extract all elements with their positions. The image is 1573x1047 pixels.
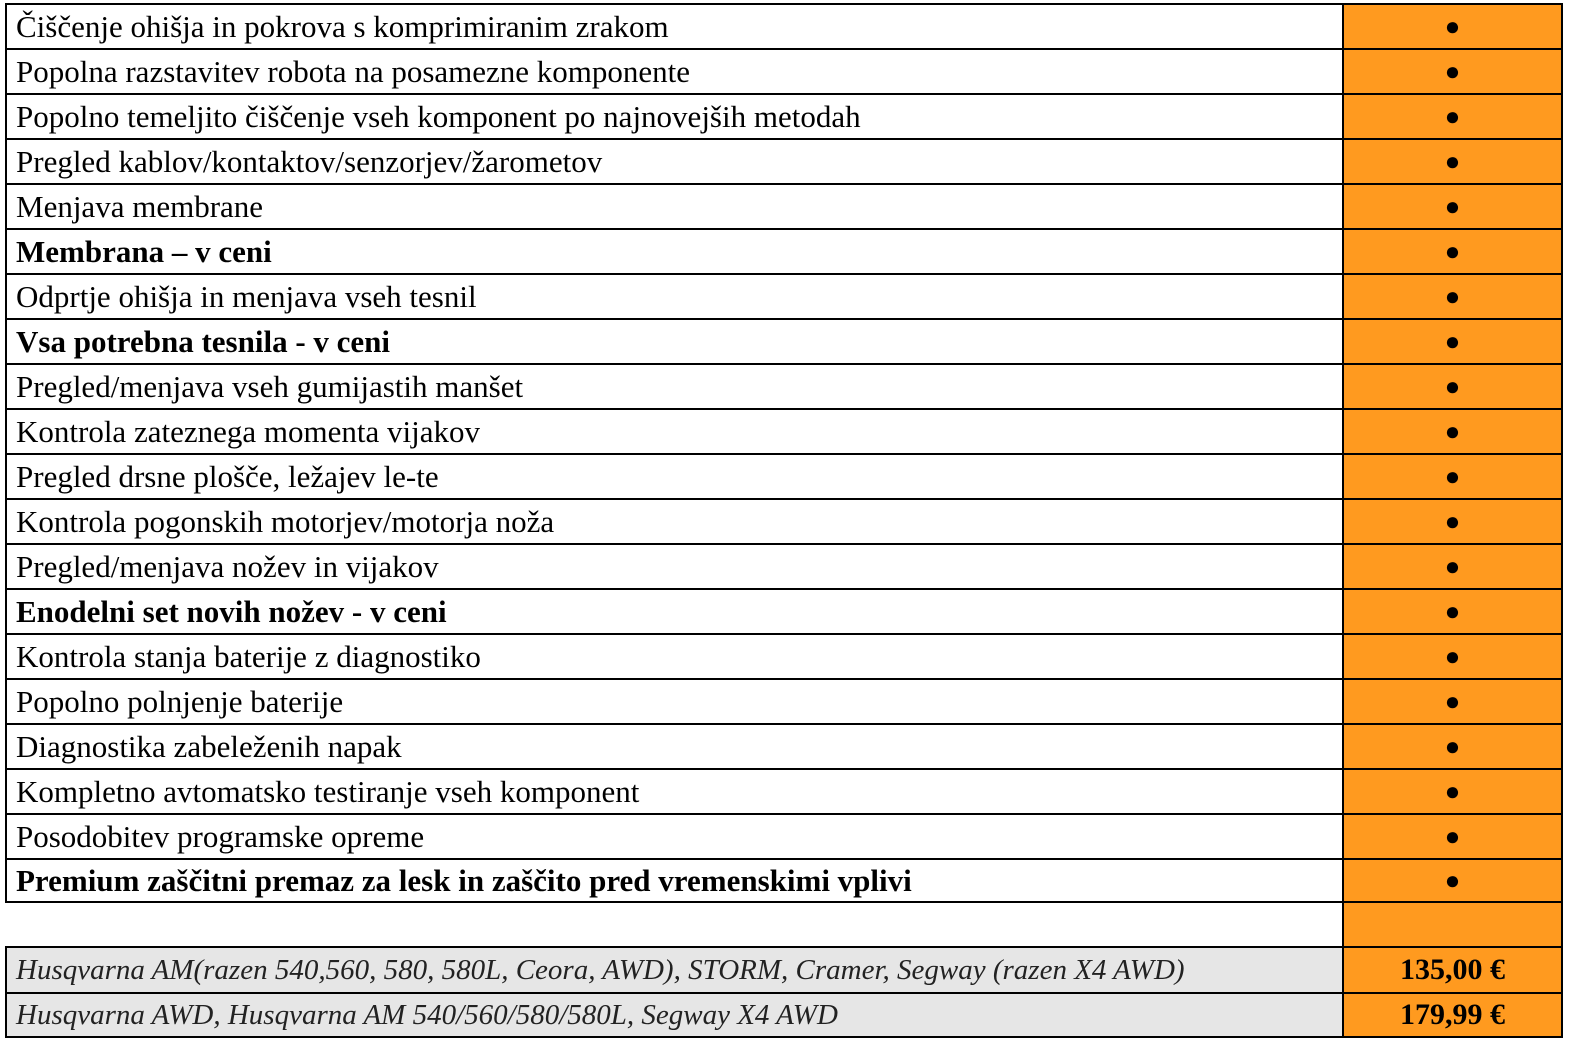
included-bullet-icon: ● [1342,183,1563,228]
service-row [5,543,1563,588]
service-row [5,768,1563,813]
price-value: 179,99 € [1342,992,1563,1038]
service-label: Popolno polnjenje baterije [5,678,1342,723]
service-row [5,183,1563,228]
service-row [5,858,1563,903]
service-row [5,48,1563,93]
included-bullet-icon: ● [1342,858,1563,903]
service-row [5,678,1563,723]
service-row [5,138,1563,183]
included-bullet-icon: ● [1342,678,1563,723]
service-label: Pregled/menjava nožev in vijakov [5,543,1342,588]
service-row [5,363,1563,408]
service-list [5,3,1563,903]
service-label: Pregled kablov/kontaktov/senzorjev/žarometov [5,138,1342,183]
service-row [5,3,1563,48]
service-row [5,588,1563,633]
service-label: Vsa potrebna tesnila - v ceni [5,318,1342,363]
spacer-row [5,903,1563,946]
service-label: Membrana – v ceni [5,228,1342,273]
included-bullet-icon: ● [1342,768,1563,813]
included-bullet-icon: ● [1342,408,1563,453]
service-price-table [5,3,1563,1038]
service-label: Popolno temeljito čiščenje vseh komponent po najnovejših metodah [5,93,1342,138]
included-bullet-icon: ● [1342,318,1563,363]
service-row [5,93,1563,138]
service-label: Kontrola stanja baterije z diagnostiko [5,633,1342,678]
included-bullet-icon: ● [1342,813,1563,858]
price-models-label: Husqvarna AWD, Husqvarna AM 540/560/580/580L, Segway X4 AWD [5,992,1342,1038]
service-row [5,408,1563,453]
service-label: Kontrola zateznega momenta vijakov [5,408,1342,453]
service-label: Diagnostika zabeleženih napak [5,723,1342,768]
included-bullet-icon: ● [1342,228,1563,273]
service-label: Enodelni set novih nožev - v ceni [5,588,1342,633]
included-bullet-icon: ● [1342,453,1563,498]
service-row [5,453,1563,498]
service-row [5,498,1563,543]
service-label: Kompletno avtomatsko testiranje vseh komponent [5,768,1342,813]
spacer-mark-cell [1342,903,1563,946]
price-row [5,946,1563,992]
service-label: Pregled drsne plošče, ležajev le-te [5,453,1342,498]
service-row [5,318,1563,363]
included-bullet-icon: ● [1342,723,1563,768]
spacer-label-cell [5,903,1342,946]
included-bullet-icon: ● [1342,543,1563,588]
included-bullet-icon: ● [1342,363,1563,408]
service-row [5,273,1563,318]
included-bullet-icon: ● [1342,273,1563,318]
service-label: Premium zaščitni premaz za lesk in zaščito pred vremenskimi vplivi [5,858,1342,903]
service-label: Čiščenje ohišja in pokrova s komprimiranim zrakom [5,3,1342,48]
service-row [5,228,1563,273]
service-label: Posodobitev programske opreme [5,813,1342,858]
included-bullet-icon: ● [1342,3,1563,48]
service-row [5,723,1563,768]
included-bullet-icon: ● [1342,498,1563,543]
included-bullet-icon: ● [1342,588,1563,633]
price-list [5,946,1563,1038]
included-bullet-icon: ● [1342,48,1563,93]
service-label: Pregled/menjava vseh gumijastih manšet [5,363,1342,408]
included-bullet-icon: ● [1342,633,1563,678]
price-models-label: Husqvarna AM(razen 540,560, 580, 580L, Ceora, AWD), STORM, Cramer, Segway (razen X4 AWD) [5,946,1342,992]
service-label: Odprtje ohišja in menjava vseh tesnil [5,273,1342,318]
service-row [5,813,1563,858]
price-row [5,992,1563,1038]
service-row [5,633,1563,678]
price-value: 135,00 € [1342,946,1563,992]
service-label: Popolna razstavitev robota na posamezne komponente [5,48,1342,93]
service-label: Kontrola pogonskih motorjev/motorja noža [5,498,1342,543]
service-label: Menjava membrane [5,183,1342,228]
included-bullet-icon: ● [1342,138,1563,183]
included-bullet-icon: ● [1342,93,1563,138]
